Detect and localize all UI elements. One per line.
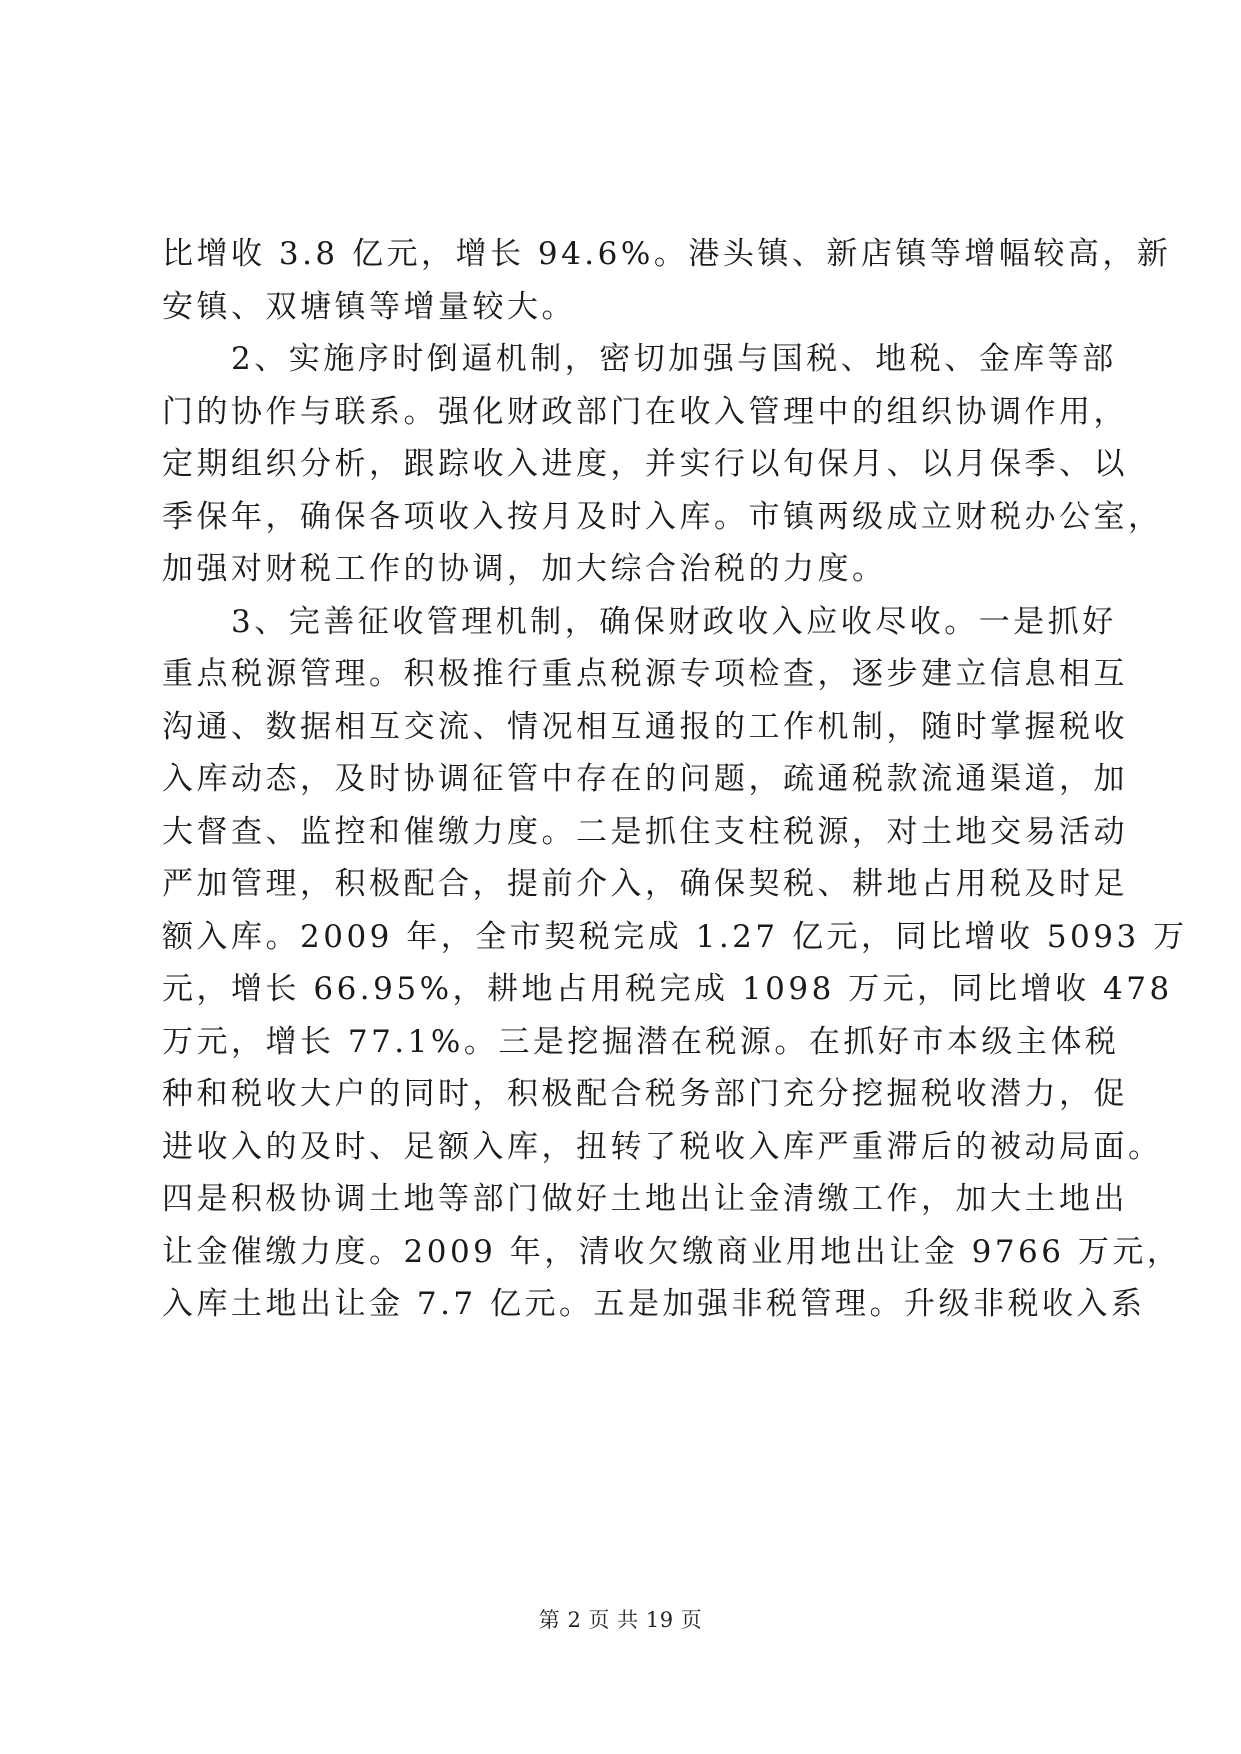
text-line: 入库动态，及时协调征管中存在的问题，疏通税款流通渠道，加 [162,761,1128,797]
text-line: 大督查、监控和催缴力度。二是抓住支柱税源，对土地交易活动 [162,813,1128,850]
text-line: 严加管理，积极配合，提前介入，确保契税、耕地占用税及时足 [162,866,1128,902]
text-line: 让金催缴力度。2009 年，清收欠缴商业用地出让金 9766 万元， [162,1233,1182,1270]
text-line: 安镇、双塘镇等增量较大。 [162,288,576,325]
page-number-footer: 第 2 页 共 19 页 [538,1608,703,1632]
body-text [162,228,1188,1331]
text-line: 季保年，确保各项收入按月及时入库。市镇两级成立财税办公室， [162,498,1163,535]
text-line: 重点税源管理。积极推行重点税源专项检查，逐步建立信息相互 [162,656,1128,692]
text-line: 入库土地出让金 7.7 亿元。五是加强非税管理。升级非税收入系 [162,1286,1146,1322]
text-line: 比增收 3.8 亿元，增长 94.6%。港头镇、新店镇等增幅较高，新 [162,236,1172,272]
text-line: 定期组织分析，跟踪收入进度，并实行以旬保月、以月保季、以 [162,446,1128,482]
text-line: 种和税收大户的同时，积极配合税务部门充分挖掘税收潜力，促 [162,1076,1128,1112]
text-line: 门的协作与联系。强化财政部门在收入管理中的组织协调作用， [162,393,1128,430]
text-line: 额入库。2009 年，全市契税完成 1.27 亿元，同比增收 5093 万 [162,918,1188,955]
text-line: 四是积极协调土地等部门做好土地出让金清缴工作，加大土地出 [162,1181,1128,1217]
text-line: 万元，增长 77.1%。三是挖掘潜在税源。在抓好市本级主体税 [162,1023,1120,1060]
text-line: 进收入的及时、足额入库，扭转了税收入库严重滞后的被动局面。 [162,1128,1163,1165]
text-line: 3、完善征收管理机制，确保财政收入应收尽收。一是抓好 [162,603,1117,640]
text-line: 2、实施序时倒逼机制，密切加强与国税、地税、金库等部 [162,341,1117,377]
text-line: 沟通、数据相互交流、情况相互通报的工作机制，随时掌握税收 [162,708,1128,745]
text-line: 加强对财税工作的协调，加大综合治税的力度。 [162,551,887,587]
text-line: 元，增长 66.95%，耕地占用税完成 1098 万元，同比增收 478 [162,971,1173,1007]
